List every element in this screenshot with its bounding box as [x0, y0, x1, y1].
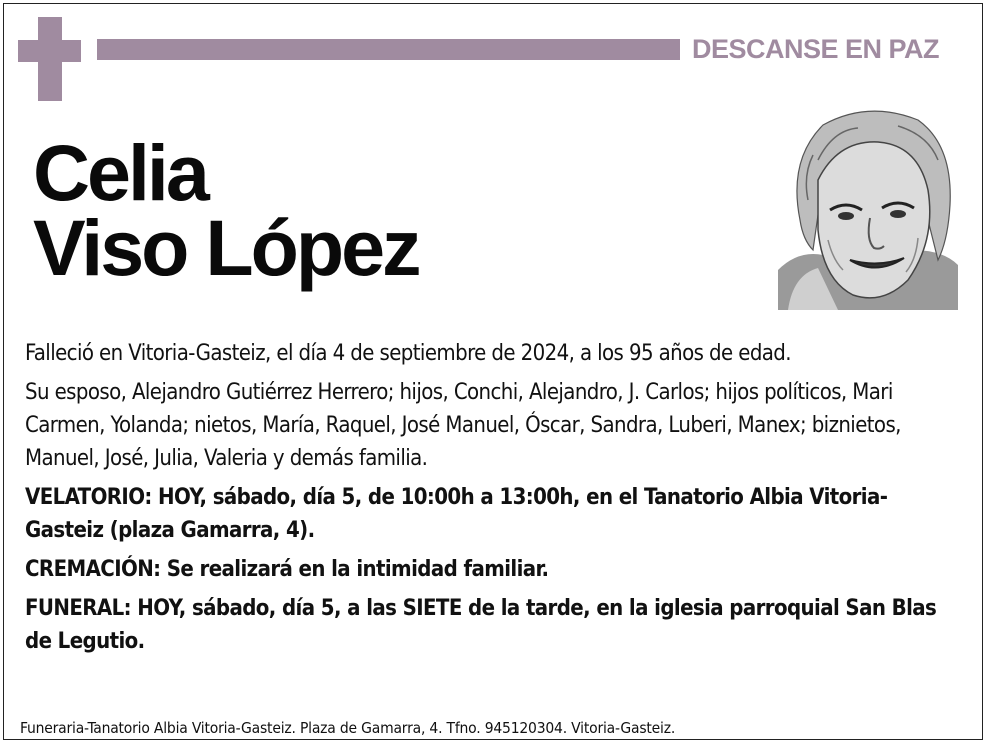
- deceased-first-name: Celia: [33, 128, 207, 217]
- funeral-home-footer: Funeraria-Tanatorio Albia Vitoria-Gasteiz. Plaza de Gamarra, 4. Tfno. 945120304. Vitoria-Gasteiz.: [20, 719, 676, 737]
- funeral-paragraph: FUNERAL: HOY, sábado, día 5, a las SIETE de la tarde, en la iglesia parroquial San Blas de Legutio.: [25, 596, 937, 654]
- cremation-paragraph: CREMACIÓN: Se realizará en la intimidad familiar.: [25, 557, 549, 582]
- family-paragraph: Su esposo, Alejandro Gutiérrez Herrero; hijos, Conchi, Alejandro, J. Carlos; hijos políticos, Mari Carmen, Yolanda; nietos, María, Raquel, José Manuel, Óscar, Sandra, Luberi, Manex; biznietos, Manuel, José, Julia, Valeria y demás familia.: [25, 380, 901, 471]
- notice-body: [25, 337, 950, 664]
- portrait-photo: [778, 100, 958, 310]
- deceased-surnames: Viso López: [33, 203, 419, 292]
- header-title: DESCANSE EN PAZ: [692, 34, 940, 64]
- death-notice-paragraph: Falleció en Vitoria-Gasteiz, el día 4 de septiembre de 2024, a los 95 años de edad.: [25, 341, 791, 366]
- header-rule: [97, 39, 680, 60]
- wake-paragraph: VELATORIO: HOY, sábado, día 5, de 10:00h a 13:00h, en el Tanatorio Albia Vitoria-Gasteiz (plaza Gamarra, 4).: [25, 485, 888, 543]
- cross-icon-horizontal: [18, 40, 81, 62]
